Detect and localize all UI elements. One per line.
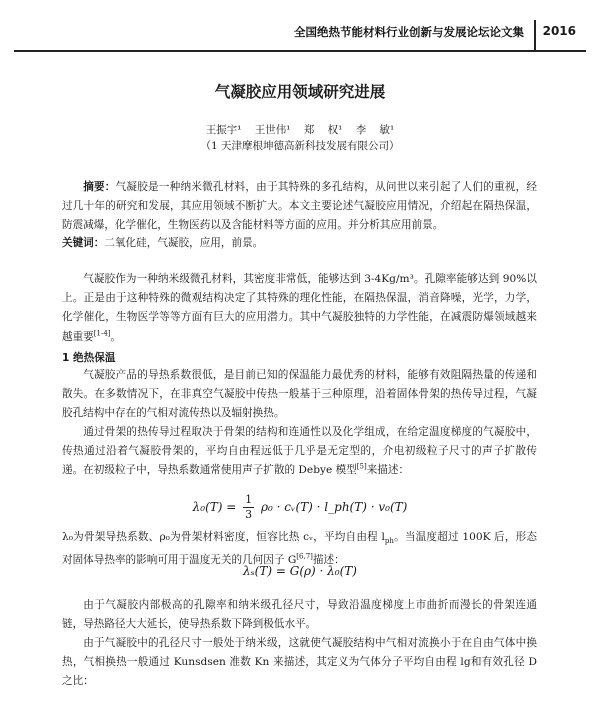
author-list: 王振宇¹ 王世伟¹ 郑 权¹ 李 敏¹ <box>205 124 395 136</box>
paragraph-text: 来描述： <box>366 464 410 477</box>
intro-text: 气凝胶作为一种纳米级微孔材料，其密度非常低，能够达到 3-4Kg/m³。孔隙率能够达到 90%以上。正是由于这种特殊的微观结构决定了其特殊的理化性能，在隔热保温，消音降噪，光学，力学，化学催化，生物医学等等方面有巨大的应用潜力。其中气凝胶独特的力学性能，在减震防爆领域越来越重要 <box>62 273 537 343</box>
keywords <box>62 234 537 253</box>
equation-lhs: λ₀(T) = <box>192 500 237 514</box>
running-header <box>14 20 586 52</box>
debye-equation <box>0 493 600 522</box>
paragraph-text: 通过骨架的热传导过程取决于骨架的结构和连通性以及化学组成，在给定温度梯度的气凝胶中，传热通过沿着气凝胶骨架的，平均自由程远低于几乎是无定型的，介电初级粒子尺寸的声子扩散传递。在初级粒子中，导热系数通常使用声子扩散的 Debye 模型 <box>62 426 537 477</box>
geometry-factor-equation: λₛ(T) = G(ρ) · λ₀(T) <box>243 564 357 578</box>
abstract <box>62 178 537 236</box>
body-paragraph: 由于气凝胶内部极高的孔隙率和纳米级孔径尺寸，导致沿温度梯度上市曲折而漫长的骨架连通链，导热路径大大延长，使导热系数下降到极低水平。 <box>62 599 537 631</box>
section-heading: 1 绝热保温 <box>62 352 116 364</box>
keywords-label: 关键词： <box>62 237 105 249</box>
citation: [1-4] <box>93 329 111 338</box>
keywords-text: 二氧化硅，气凝胶，应用，前景。 <box>104 237 264 249</box>
abstract-text: 气凝胶是一种纳米微孔材料，由于其特殊的多孔结构，从问世以来引起了人们的重视，经过几十年的研究和发展，其应用领域不断扩大。本文主要论述气凝胶应用情况，介绍起在隔热保温，防震减爆，化学催化，生物医药以及含能材料等方面的应用。并分析其应用前景。 <box>62 181 538 232</box>
body-paragraph: 由于气凝胶中的孔径尺寸一般处于纳米级，这就使气凝胶结构中气相对流换小于在自由气体中换热，气相换热一般通过 Kunsdsen 准数 Kn 来描述，其定义为气体分子平均自由程 lg和有效孔径 D 之比： <box>62 637 537 688</box>
paragraph-text: 描述： <box>312 554 345 567</box>
proceedings-title: 全国绝热节能材料行业创新与发展论坛论文集 <box>294 25 524 39</box>
paragraph-text: λ₀为骨架导热系数、ρ₀为骨架材料密度，恒容比热 cᵥ，平均自由程 l <box>62 531 385 543</box>
paragraph-text: 。当温度超过 100K 后，形态对固体导热率的影响可用于温度无关的几何因子 G <box>62 531 538 567</box>
fraction-numerator: 1 <box>245 493 253 506</box>
citation: [5] <box>356 462 367 471</box>
body-paragraph <box>62 423 537 481</box>
subscript: ph <box>384 537 394 546</box>
abstract-label: 摘要： <box>83 181 116 193</box>
citation: [6,7] <box>296 552 313 561</box>
proceedings-year: 2016 <box>542 24 576 38</box>
intro-paragraph <box>62 270 537 347</box>
header-divider <box>534 20 536 50</box>
fraction <box>243 493 254 522</box>
author-affiliation: （1 天津摩根坤德高新科技发展有限公司） <box>200 140 400 152</box>
equation-rhs: ρ₀ · cᵥ(T) · l_ph(T) · v₀(T) <box>260 500 408 514</box>
intro-end: 。 <box>110 330 122 343</box>
fraction-denominator: 3 <box>245 508 253 521</box>
paper-title: 气凝胶应用领域研究进展 <box>214 83 386 101</box>
body-paragraph: 气凝胶产品的导热系数很低，是目前已知的保温能力最优秀的材料，能够有效阻隔热量的传递和散失。在多数情况下，在非真空气凝胶中传热一般基于三种原理，沿着固体骨架的热传导过程，气凝胶孔结构中存在的气相对流传热以及辐射换热。 <box>62 369 537 420</box>
